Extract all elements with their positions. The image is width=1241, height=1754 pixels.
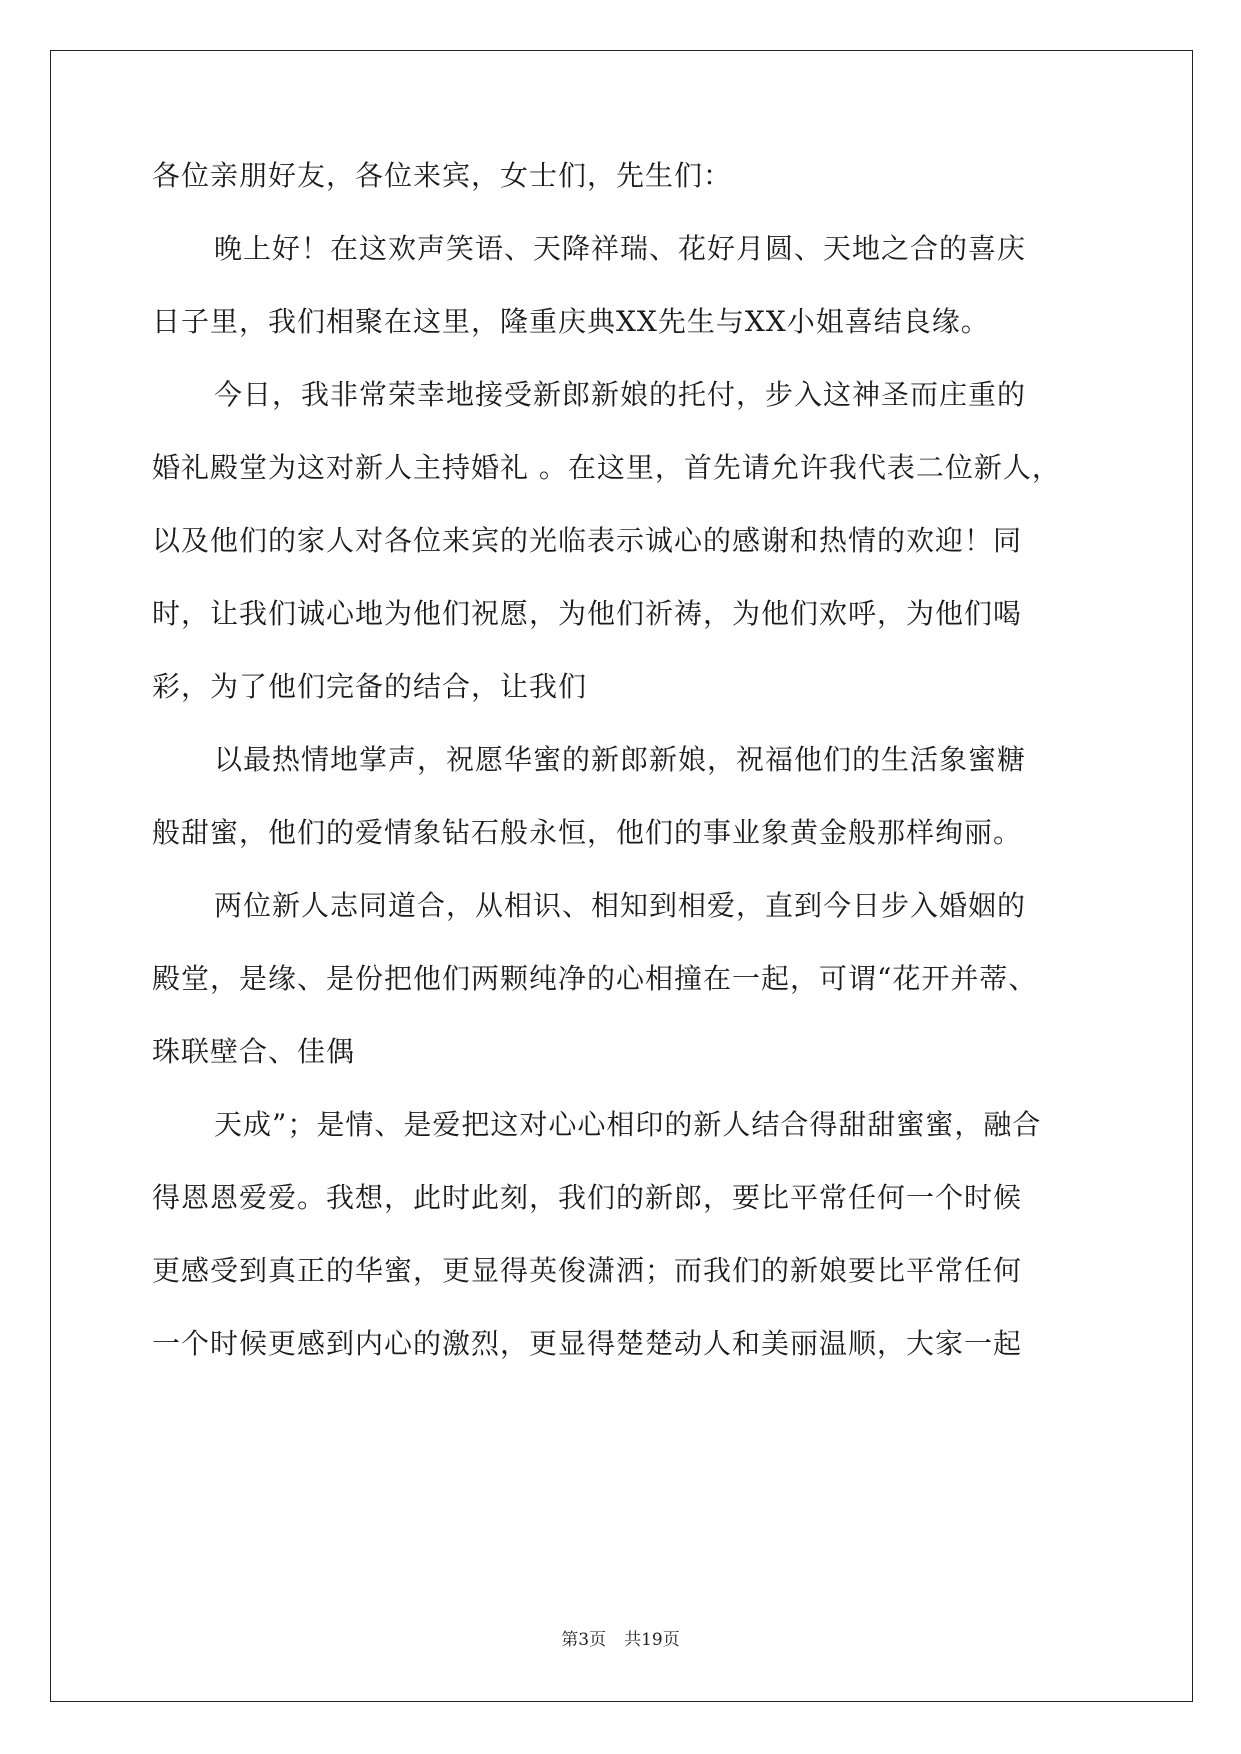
text-line: 两位新人志同道合，从相识、相知到相爱，直到今日步入婚姻的 bbox=[214, 889, 1027, 922]
text-line: 天成”；是情、是爱把这对心心相印的新人结合得甜甜蜜蜜，融合 bbox=[214, 1108, 1042, 1141]
text-line: 般甜蜜，他们的爱情象钻石般永恒，他们的事业象黄金般那样绚丽。 bbox=[152, 816, 1023, 849]
text-line: 日子里，我们相聚在这里，隆重庆典XX先生与XX小姐喜结良缘。 bbox=[152, 305, 990, 338]
text-line: 晚上好！在这欢声笑语、天降祥瑞、花好月圆、天地之合的喜庆 bbox=[214, 232, 1027, 265]
text-line: 时，让我们诚心地为他们祝愿，为他们祈祷，为他们欢呼，为他们喝 bbox=[152, 597, 1023, 630]
text-line: 各位亲朋好友，各位来宾，女士们，先生们： bbox=[152, 159, 733, 192]
page-footer bbox=[0, 1628, 1241, 1652]
text-line: 婚礼殿堂为这对新人主持婚礼 。在这里，首先请允许我代表二位新人， bbox=[152, 451, 1061, 484]
text-line: 彩，为了他们完备的结合，让我们 bbox=[152, 670, 588, 703]
text-line: 更感受到真正的华蜜，更显得英俊潇洒；而我们的新娘要比平常任何 bbox=[152, 1254, 1023, 1287]
text-line: 以最热情地掌声，祝愿华蜜的新郎新娘，祝福他们的生活象蜜糖 bbox=[214, 743, 1027, 776]
text-line: 珠联壁合、佳偶 bbox=[152, 1035, 356, 1068]
text-line: 以及他们的家人对各位来宾的光临表示诚心的感谢和热情的欢迎！同 bbox=[152, 524, 1023, 557]
text-line: 一个时候更感到内心的激烈，更显得楚楚动人和美丽温顺，大家一起 bbox=[152, 1327, 1023, 1360]
page-border bbox=[50, 50, 1193, 1702]
text-line: 得恩恩爱爱。我想，此时此刻，我们的新郎，要比平常任何一个时候 bbox=[152, 1181, 1023, 1214]
page-total: 共19页 bbox=[624, 1630, 680, 1650]
page-number: 第3页 bbox=[561, 1630, 607, 1650]
text-line: 今日，我非常荣幸地接受新郎新娘的托付，步入这神圣而庄重的 bbox=[214, 378, 1027, 411]
text-line: 殿堂，是缘、是份把他们两颗纯净的心相撞在一起，可谓“花开并蒂、 bbox=[152, 962, 1038, 995]
